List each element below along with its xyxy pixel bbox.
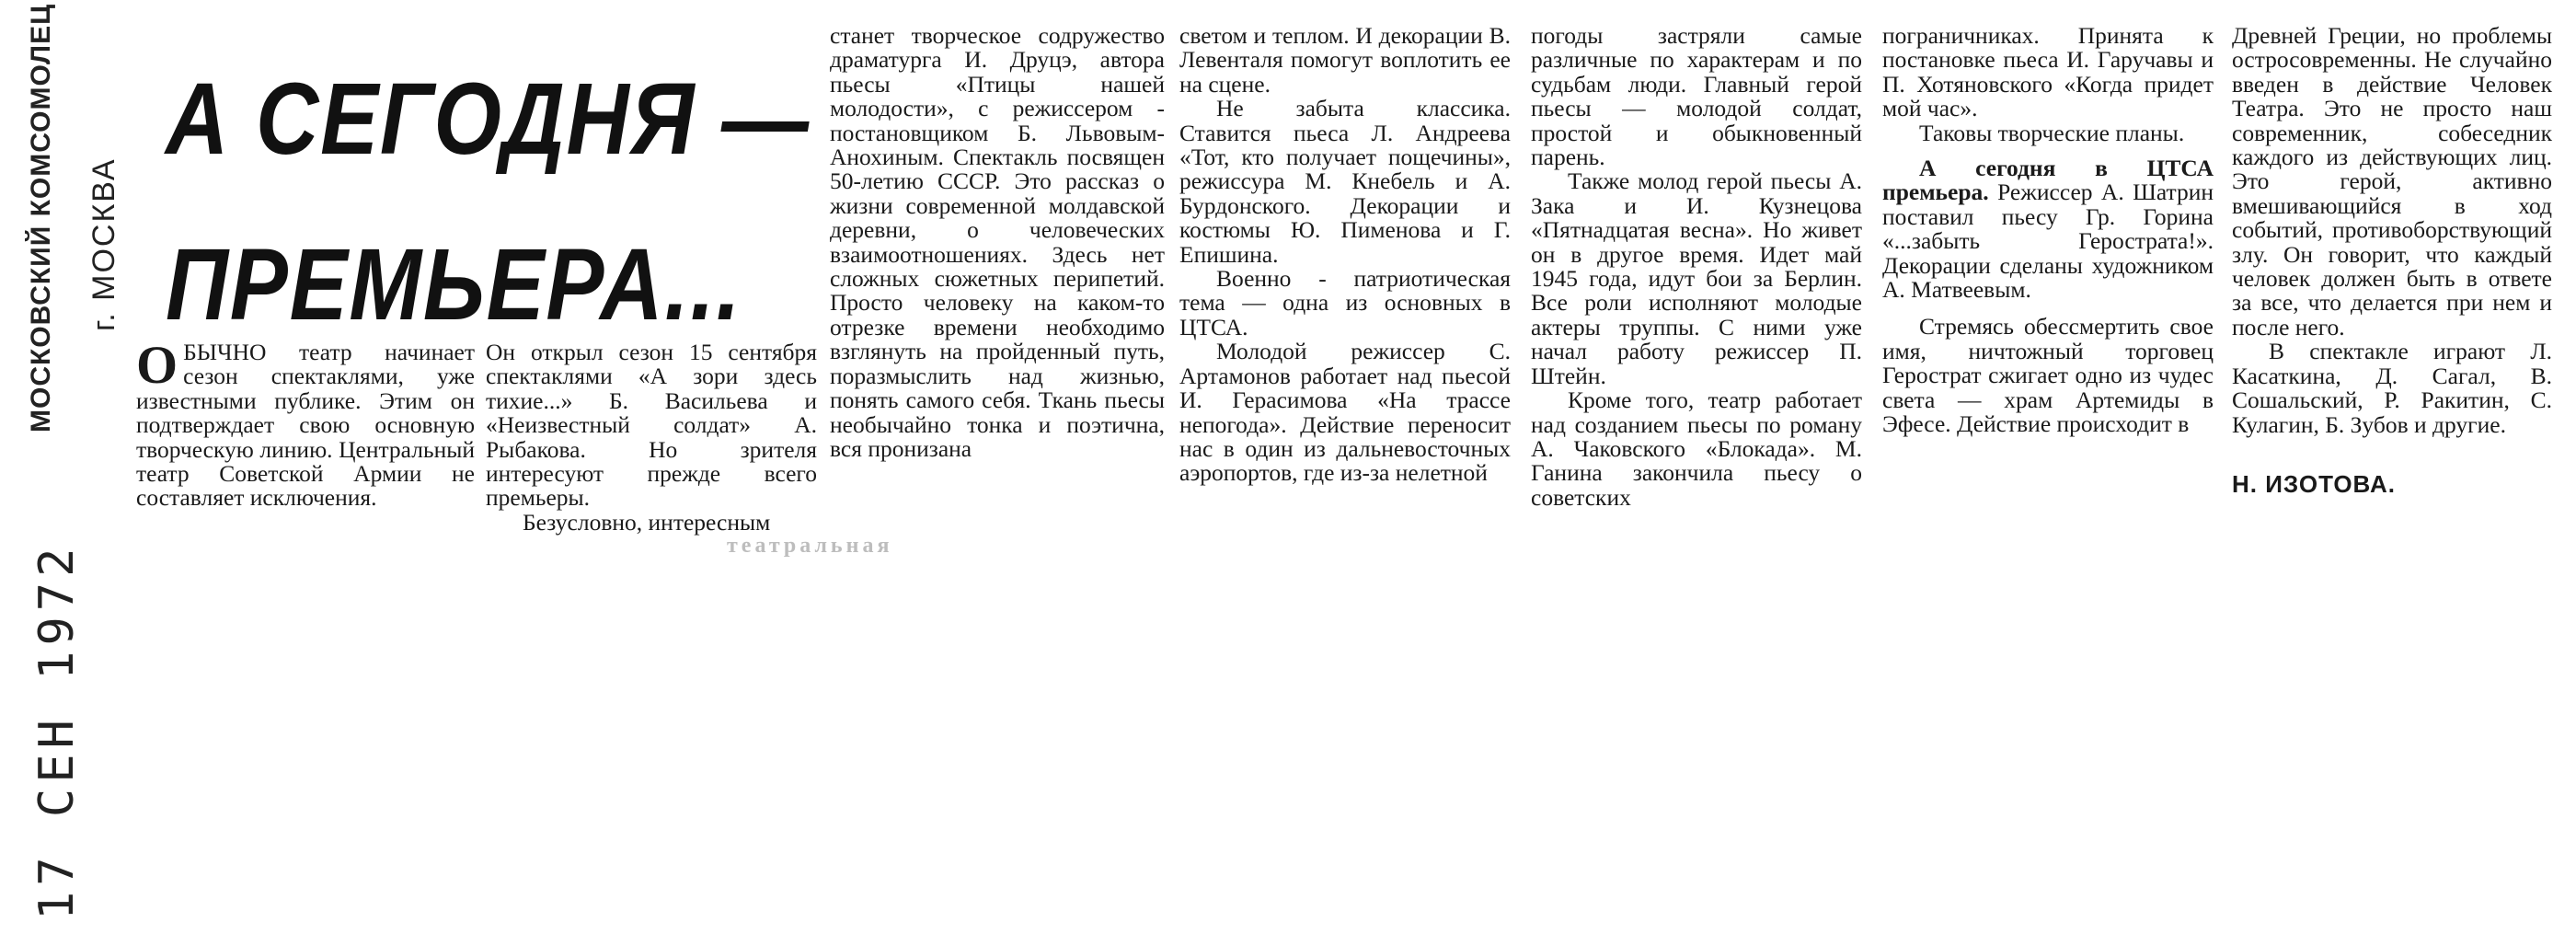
bleed-through-text: театральная	[727, 534, 893, 558]
paragraph: Он открыл сезон 15 сентября спектаклями «А зори здесь тихие...» Б. Васильева и «Неизвестный солдат» А. Рыбакова. Но зрителя интересуют прежде всего премьеры.	[486, 339, 817, 512]
article-column-4	[1179, 24, 1511, 486]
city-name: г. МОСКВА	[86, 157, 121, 331]
paragraph: Кроме того, театр работает над созданием пьесы по роману А. Чаковского «Блокада». М. Ганина закончила пьесу о советских	[1531, 386, 1862, 511]
article-column-2	[486, 340, 817, 535]
headline-line-2: ПРЕМЬЕРА...	[166, 228, 742, 341]
paragraph: В спектакле играют Л. Касаткина, Д. Сагал, В. Сошальский, Р. Ракитин, С. Кулагин, Б. Зубов и другие.	[2232, 338, 2552, 438]
paragraph: Не забыта классика. Ставится пьеса Л. Андреева «Тот, кто получает пощечины», режиссура М. Кнебель и А. Бурдонского. Декорации и костюмы Ю. Пименова и Г. Епишина.	[1179, 95, 1511, 268]
paragraph-text: БЫЧНО театр начинает сезон спектаклями, уже известными публике. Этим он подтверждает свою основную творческую линию. Центральный театр Советской Армии не составляет исключения.	[136, 339, 475, 512]
paragraph: Молодой режиссер С. Артамонов работает над пьесой И. Герасимова «На трассе непогода». Действие переносит нас в один из дальневосточных аэропортов, где из-за нелетной	[1179, 338, 1511, 487]
paragraph	[136, 335, 475, 512]
headline-line-1: А СЕГОДНЯ —	[166, 63, 811, 176]
paragraph: пограничниках. Принята к постановке пьеса И. Гаручавы и П. Хотяновского «Когда придет мой час».	[1882, 22, 2214, 122]
paragraph: погоды застряли самые различные по характерам и по судьбам люди. Главный герой пьесы — молодой солдат, простой и обыкновенный парень.	[1531, 22, 1862, 171]
paragraph	[1882, 156, 2214, 302]
paragraph: Также молод герой пьесы А. Зака и И. Кузнецова «Пятнадцатая весна». Но живет он в другое время. Идет май 1945 года, идут бои за Берлин. Все роли исполняют молодые актеры труппы. С ними уже начал работу режиссер П. Штейн.	[1531, 167, 1862, 389]
drop-cap: О	[136, 335, 178, 395]
paragraph: станет творческое содружество драматурга И. Друцэ, автора пьесы «Птицы нашей молодости», с режиссером - постановщиком Б. Львовым-Анохиным. Спектакль посвящен 50-летию СССР. Это рассказ о жизни современной молдавской деревни, о человеческих взаимоотношениях. Здесь нет сложных сюжетных перипетий. Просто человеку на каком-то отрезке времени необходимо взглянуть на пройденный путь, поразмыслить над жизнью, понять самого себя. Ткань пьесы необычайно тонка и поэтична, вся пронизана	[830, 22, 1165, 462]
article-column-1	[136, 335, 475, 512]
article-column-7	[2232, 24, 2552, 496]
article-column-6	[1882, 24, 2214, 437]
paragraph: Стремясь обессмертить свое имя, ничтожный торговец Герострат сжигает одно из чудес света — храм Артемиды в Эфесе. Действие происходит в	[1882, 313, 2214, 438]
stamp-date: 17 СЕН 1972	[29, 542, 85, 920]
newspaper-name: МОСКОВСКИЙ КОМСОМОЛЕЦ	[26, 3, 56, 432]
article-column-5	[1531, 24, 1862, 510]
paragraph: Таковы творческие планы.	[1919, 119, 2185, 146]
paragraph: Военно - патриотическая тема — одна из основных в ЦТСА.	[1179, 265, 1511, 340]
article-headline	[166, 37, 811, 368]
paragraph: Безусловно, интересным	[523, 508, 771, 536]
paragraph: светом и теплом. И декорации В. Левенталя помогут воплотить ее на сцене.	[1179, 22, 1511, 98]
article-author: Н. ИЗОТОВА.	[2232, 469, 2397, 498]
paragraph-lead: А сегодня в ЦТСА премьера.	[1882, 155, 2214, 206]
paragraph-text: Режиссер А. Шатрин поставил пьесу Гр. Горина «...забыть Герострата!». Декорации сделаны художником А. Матвеевым.	[1882, 179, 2214, 304]
paragraph: Древней Греции, но проблемы остросовременны. Не случайно введен в действие Человек Театра. Это не просто наш современник, собеседник каждого из действующих лиц. Это герой, активно вмешивающийся в ход событий, противоборствующий злу. Он говорит, что каждый человек должен быть в ответе за все, что делается при нем и после него.	[2232, 22, 2552, 340]
article-column-3	[830, 24, 1165, 461]
